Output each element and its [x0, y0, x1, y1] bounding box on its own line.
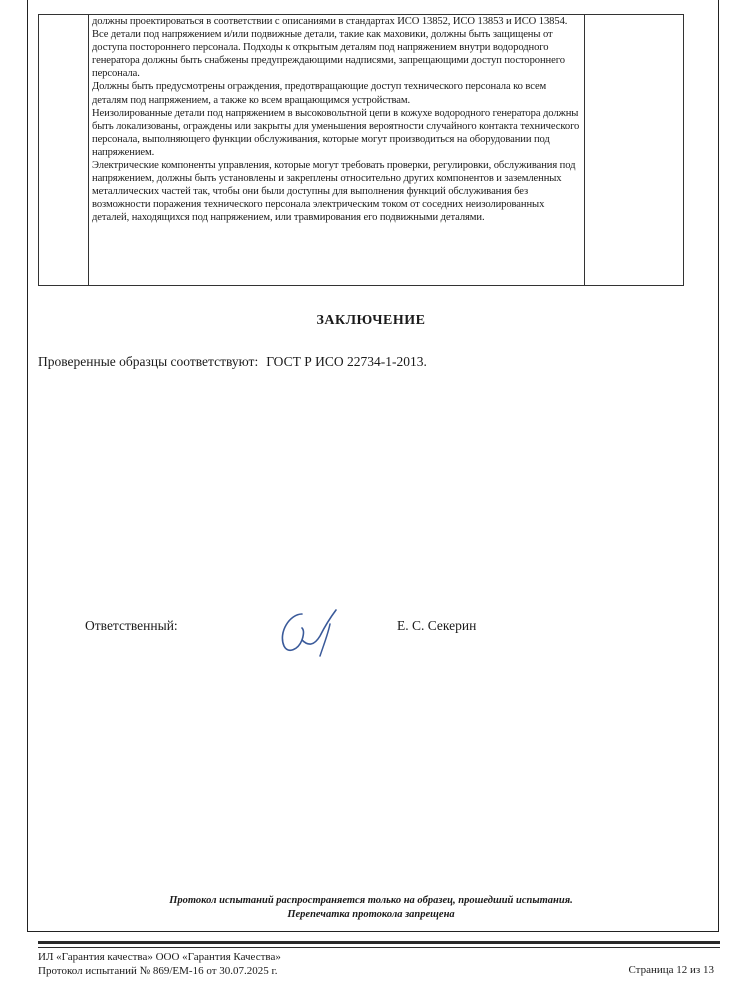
responsible-label: Ответственный: — [85, 618, 178, 633]
disclaimer-line: Протокол испытаний распространяется только на образец, прошедший испытания. — [169, 895, 573, 906]
table-column-divider-left — [88, 15, 89, 285]
page-number: Страница 12 из 13 — [628, 964, 714, 976]
footer-protocol: Протокол испытаний № 869/ЕМ-16 от 30.07.2025 г. — [38, 965, 278, 977]
requirement-paragraph: должны проектироваться в соответствии с описаниями в стандартах ИСО 13852, ИСО 13853 и ИСО 13854. — [92, 16, 568, 27]
conclusion-title: ЗАКЛЮЧЕНИЕ — [316, 313, 426, 328]
footer-info — [38, 950, 281, 978]
requirements-cell — [92, 15, 582, 225]
footer-organization: ИЛ «Гарантия качества» ООО «Гарантия Качества» — [38, 951, 281, 963]
requirement-paragraph: Должны быть предусмотрены ограждения, предотвращающие доступ технического персонала ко всем деталям под напряжением, а также ко всем вращающимся устройствам. — [92, 81, 547, 106]
footer-divider — [38, 941, 720, 944]
requirements-table — [38, 14, 684, 286]
conclusion-statement — [38, 354, 427, 370]
disclaimer — [0, 894, 742, 922]
signature-image — [268, 600, 358, 660]
disclaimer-line: Перепечатка протокола запрещена — [287, 909, 455, 920]
requirement-paragraph: Все детали под напряжением и/или подвижные детали, такие как маховики, должны быть защищены от доступа постороннего персонала. Подходы к открытым деталям под напряжением внутри водородного генератора должны быть снабжены предупреждающими надписями, запрещающими доступ постороннего персонала. — [92, 29, 565, 80]
requirement-paragraph: Неизолированные детали под напряжением в высоковольтной цепи в кожухе водородного генератора должны быть локализованы, ограждены или закрыты для уменьшения вероятности случайного контакта технического персонала, выполняющего функции обслуживания, которые могут производиться на оборудовании под напряжением. — [92, 107, 580, 158]
conclusion-standard: ГОСТ Р ИСО 22734-1-2013. — [266, 354, 427, 369]
footer-divider — [38, 947, 720, 948]
requirement-paragraph: Электрические компоненты управления, которые могут требовать проверки, регулировки, обслуживания под напряжением, должны быть установлены и закреплены относительно других компонентов и заземленных металлических частей так, чтобы они были доступны для выполнения функций обслуживания без возможности поражения технического персонала электрическим током от соседних неизолированных деталей, находящихся под напряжением, или травмирования его подвижными деталями. — [92, 160, 576, 224]
table-column-divider-right — [584, 15, 585, 285]
conclusion-text: Проверенные образцы соответствуют: — [38, 354, 259, 369]
responsible-name: Е. С. Секерин — [397, 618, 477, 633]
